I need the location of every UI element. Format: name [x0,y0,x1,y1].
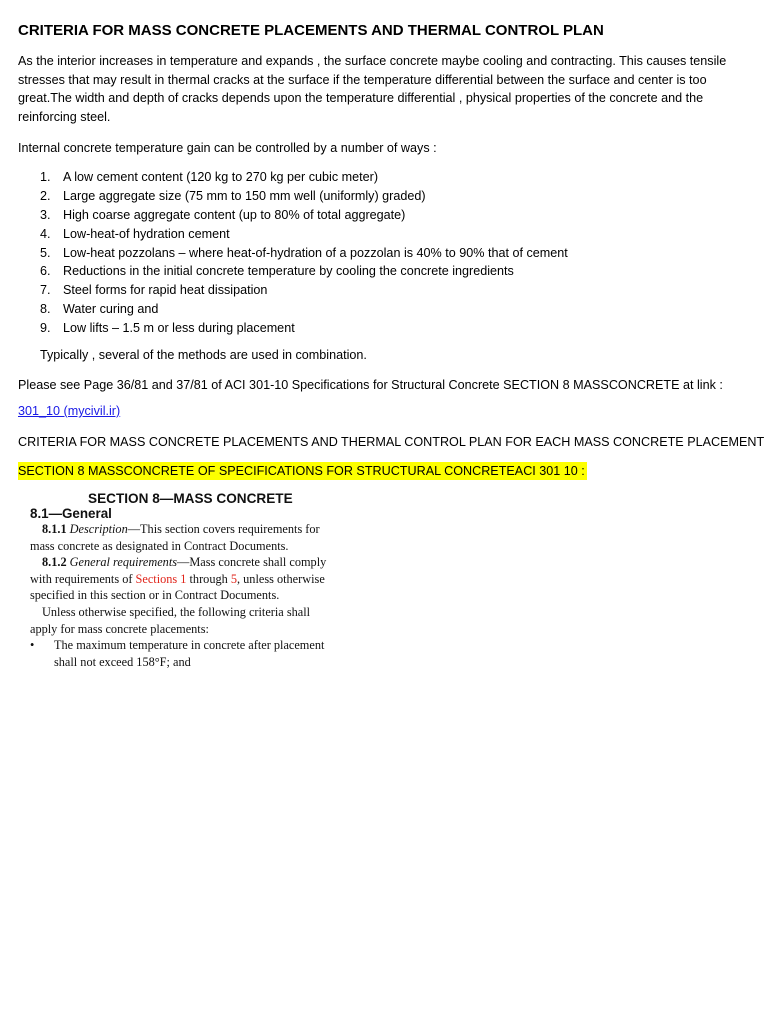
list-item [18,300,718,319]
list-number: 7. [40,283,51,298]
control-intro: Internal concrete temperature gain can be controlled by a number of ways : [18,141,437,155]
clause-term: General requirements [69,555,178,570]
list-item [18,187,718,206]
list-number: 6. [40,264,51,279]
list-text: Low-heat pozzolans – where heat-of-hydration of a pozzolan is 40% to 90% that of cement [63,245,568,260]
excerpt-line [30,571,340,588]
list-number: 9. [40,321,51,336]
intro-line: great.The width and depth of cracks depends upon the temperature differential , physical properties of the concrete and the [18,91,704,106]
reference-text: Please see Page 36/81 and 37/81 of ACI 301-10 Specifications for Structural Concrete SECTION 8 MASSCONCRETE at link : [18,378,723,392]
list-item [18,319,718,338]
section-reference: 5 [230,571,237,586]
list-text: High coarse aggregate content (up to 80% of total aggregate) [63,207,406,222]
list-text: Reductions in the initial concrete temperature by cooling the concrete ingredients [63,264,514,279]
reference-link[interactable]: 301_10 (mycivil.ir) [18,404,121,418]
highlighted-heading: SECTION 8 MASSCONCRETE OF SPECIFICATIONS FOR STRUCTURAL CONCRETEACI 301 10 : [18,464,585,478]
excerpt-section-title: SECTION 8—MASS CONCRETE [88,491,293,506]
bullet-icon: • [30,638,35,653]
list-text: A low cement content (120 kg to 270 kg per cubic meter) [63,170,379,184]
bullet-text: The maximum temperature in concrete after placement [54,638,325,653]
clause-number: 8.1.2 [42,555,67,570]
excerpt-line: Unless otherwise specified, the following criteria shall [42,604,311,619]
list-number: 3. [40,207,51,222]
methods-list [18,168,718,338]
list-item [18,206,718,225]
section-reference: Sections 1 [135,571,187,586]
intro-line: As the interior increases in temperature and expands , the surface concrete maybe cooling and contracting. This causes tensile [18,54,727,68]
excerpt-bullet-line [30,637,340,654]
list-text: Steel forms for rapid heat dissipation [63,283,268,298]
excerpt-line: mass concrete as designated in Contract Documents. [30,538,289,553]
excerpt-general-heading: 8.1—General [30,506,112,521]
list-item [18,225,718,244]
list-text: Large aggregate size (75 mm to 150 mm well (uniformly) graded) [63,188,426,203]
clause-text: through [186,571,231,586]
list-number: 1. [40,170,51,184]
excerpt-line [30,554,340,571]
list-item [18,244,718,263]
list-number: 8. [40,302,51,317]
intro-line: stresses that may result in thermal cracks at the surface if the temperature differential between the surface and center is too [18,72,707,87]
page-title: CRITERIA FOR MASS CONCRETE PLACEMENTS AND THERMAL CONTROL PLAN [18,22,604,39]
excerpt-line: apply for mass concrete placements: [30,621,209,636]
excerpt-line [30,521,340,538]
clause-text: , unless otherwise [237,571,325,586]
list-text: Low lifts – 1.5 m or less during placement [63,321,295,336]
clause-text: —This section covers requirements for [127,522,320,536]
combination-note: Typically , several of the methods are used in combination. [40,348,367,362]
clause-number: 8.1.1 [42,522,67,536]
list-item [18,281,718,300]
list-number: 5. [40,245,51,260]
list-item [18,168,718,187]
list-text: Water curing and [63,302,159,317]
spec-excerpt-image [26,489,346,674]
excerpt-line: specified in this section or in Contract Documents. [30,588,280,603]
clause-text: with requirements of [30,571,136,586]
clause-text: —Mass concrete shall comply [177,555,327,570]
list-item [18,262,718,281]
excerpt-line: shall not exceed 158°F; and [54,654,191,669]
list-text: Low-heat-of hydration cement [63,226,230,241]
criteria-heading: CRITERIA FOR MASS CONCRETE PLACEMENTS AND THERMAL CONTROL PLAN FOR EACH MASS CONCRETE PLACEMENT [18,435,765,449]
excerpt-body [30,521,340,670]
list-number: 4. [40,226,51,241]
list-number: 2. [40,188,51,203]
clause-term: Description [69,522,128,536]
intro-paragraph [18,52,730,127]
intro-line: reinforcing steel. [18,110,111,125]
